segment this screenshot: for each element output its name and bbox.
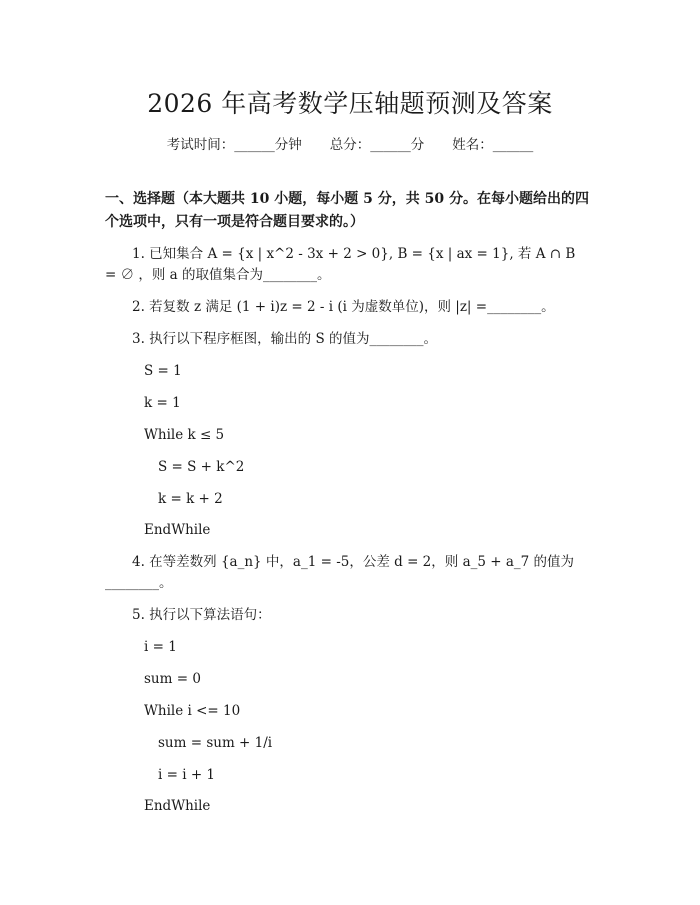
q5-code-line: i = i + 1 xyxy=(158,767,216,783)
q3-code-line: k = 1 xyxy=(144,395,181,411)
q5-code-line: sum = 0 xyxy=(144,671,201,687)
question-4-line-1: 4. 在等差数列 {a_n} 中，a_1 = -5，公差 d = 2，则 a_5 + a_7 的值为 xyxy=(132,554,575,570)
question-1-line-1: 1. 已知集合 A = {x | x^2 - 3x + 2 > 0}, B = {x | ax = 1}, 若 A ∩ B xyxy=(132,246,576,262)
exam-time-field: 考试时间：______分钟 xyxy=(166,137,302,153)
q5-code-line: EndWhile xyxy=(144,798,211,814)
q5-code-line: i = 1 xyxy=(144,639,177,655)
question-1-line-2: = ∅ ，则 a 的取值集合为________。 xyxy=(105,267,331,283)
exam-info-line xyxy=(0,133,700,153)
total-score-field: 总分：______分 xyxy=(329,137,425,153)
q3-code-line: While k ≤ 5 xyxy=(144,427,225,443)
question-2: 2. 若复数 z 满足 (1 + i)z = 2 - i (i 为虚数单位)，则 |z| =________。 xyxy=(132,299,555,315)
student-name-field: 姓名：______ xyxy=(452,137,534,153)
q3-code-line: k = k + 2 xyxy=(158,491,223,507)
q3-code-line: EndWhile xyxy=(144,522,211,538)
page-title: 2026 年高考数学压轴题预测及答案 xyxy=(147,89,553,118)
q5-code-line: While i <= 10 xyxy=(144,703,241,719)
question-4-line-2: ________。 xyxy=(105,575,173,591)
question-3: 3. 执行以下程序框图，输出的 S 的值为________。 xyxy=(132,331,438,347)
section-heading-choice: 一、选择题（本大题共 10 小题，每小题 5 分，共 50 分。在每小题给出的四个选项中，只有一项是符合题目要求的。） xyxy=(105,191,589,230)
q3-code-line: S = 1 xyxy=(144,363,182,379)
question-5: 5. 执行以下算法语句： xyxy=(132,607,271,623)
q5-code-line: sum = sum + 1/i xyxy=(158,735,273,751)
q3-code-line: S = S + k^2 xyxy=(158,459,245,475)
